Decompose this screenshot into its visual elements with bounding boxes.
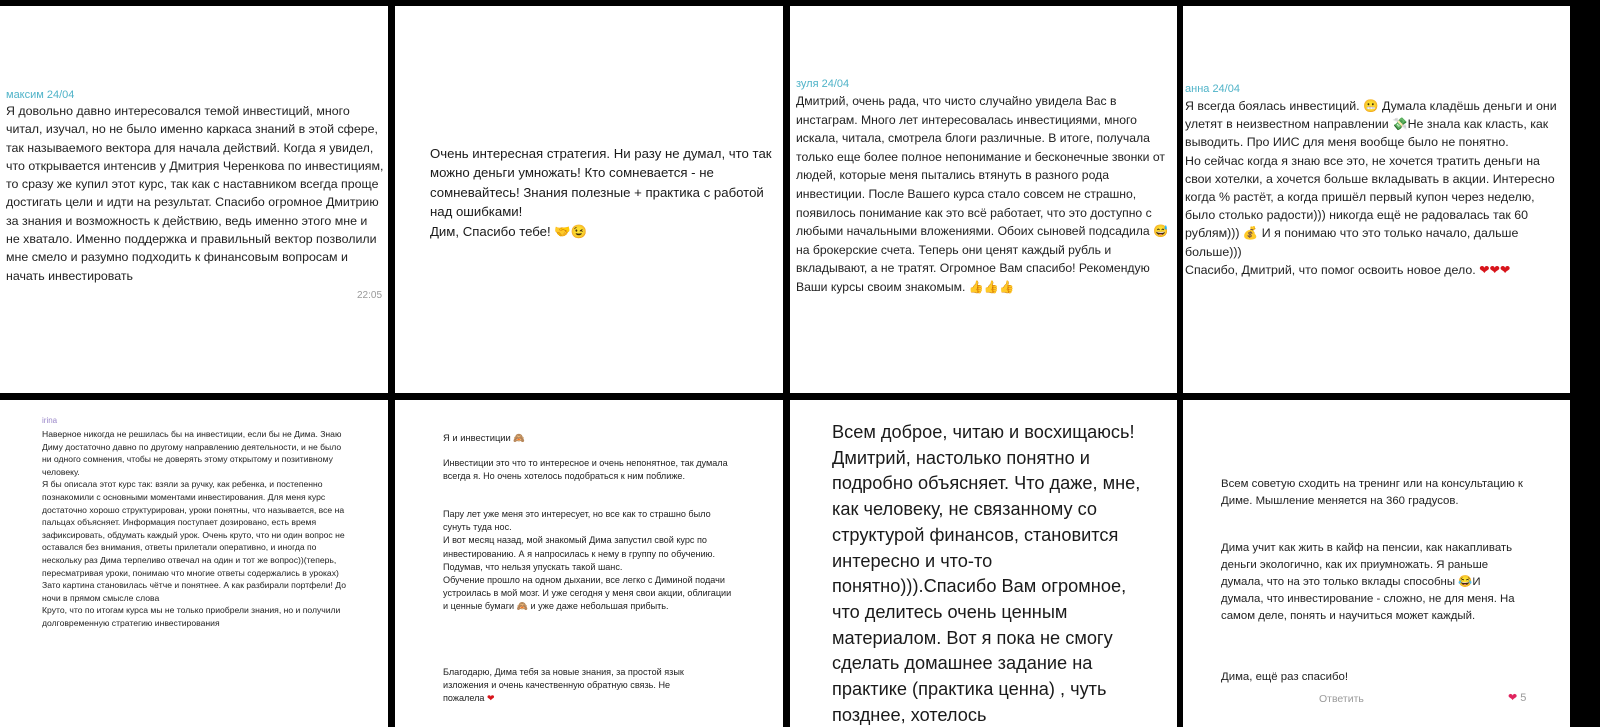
thumbs-up-emoji-icon: 👍👍👍 [968,279,1015,294]
review-card-anna [1183,6,1570,393]
review-text-part: Не знала как класть, как выводить. Про ИИС для меня вообще было не понятно. Но сейчас когда я знаю все это, не хочется тратить деньги на свои хотелки, а хочется больше вкладывать в акции. Интересно когда % растёт, а когда пришёл первый купон через неделю, было столько радости))) никогда ещё не радовалась так 60 рублям))) [1185,117,1555,241]
review-title-text: Я и инвестиции [443,432,511,443]
author-name: irina [42,416,58,425]
review-card-ya-i-investicii [395,400,783,727]
review-paragraph-3: Дима, ещё раз спасибо! [1221,671,1348,683]
review-text-part: Я всегда боялась инвестиций. [1185,99,1364,113]
review-card-trening [1183,400,1570,727]
review-card-strategy [395,6,783,393]
author-name: анна 24/04 [1185,83,1240,95]
review-text [796,92,1173,297]
review-paragraph-2 [443,508,733,614]
see-no-evil-monkey-icon: 🙈 [516,601,528,612]
review-paragraph-2 [1221,540,1521,625]
review-text-part: и уже даже небольшая прибыть. [527,601,669,612]
review-card-maksim [0,6,388,393]
message-time: 22:05 [357,290,383,301]
review-text [1185,97,1567,279]
like-count: 5 [1520,692,1527,704]
review-card-irina [0,400,388,727]
money-wings-emoji-icon: 💸 [1392,117,1408,132]
handshake-wink-emoji-icon: 🤝😉 [554,223,588,239]
review-text-part: Пару лет уже меня это интересует, но все как то страшно было сунуть туда нос. И вот месяц назад, мой знакомый Дима запустил свой курс по инвестированию. А я напросилась к нему в группу по обучению. Подумав, что нельзя упускать такой шанс. Обучение прошло на одном дыхании, все легко с Диминой подачи устроилась в мой мозг. И уже сегодня у меня свои акции, облигации и ценные бумаги [443,509,732,612]
review-text-part: Думала кладёшь деньги и они улетят в неизвестном направлении [1185,99,1557,132]
review-text-part: Дима учит как жить в кайф на пенсии, как накапливать деньги экологично, как их приумножать. Я раньше думала, что на это только вклады способны [1221,542,1513,588]
like-button[interactable] [1508,691,1526,704]
review-text-part: И я понимаю что это только начало, дальше больше))) Спасибо, Дмитрий, что помог освоить новое дело. [1185,226,1519,277]
review-text-part: И думала, что инвестирование - сложно, не для меня. На самом деле, понять и научиться может каждый. [1221,576,1515,622]
review-card-vsem-dobroe [790,400,1177,727]
review-text-part: Благодарю, Дима тебя за новые знания, за простой язык изложения и очень качественную обратную связь. Не пожалела [443,667,684,704]
see-no-evil-monkey-icon: 🙈 [513,432,526,443]
review-text [430,144,780,241]
hearts-icon: ❤❤❤ [1479,262,1511,277]
author-name: зуля 24/04 [796,78,850,90]
money-bag-emoji-icon: 💰 [1242,226,1259,241]
heart-icon: ❤ [1508,692,1518,704]
review-paragraph-1: Инвестиции это что то интересное и очень непонятное, так думала всегда я. Но очень хотелось подобраться к ним поближе. [443,458,728,482]
sweat-smile-emoji-icon: 😅 [1153,224,1169,239]
review-title [443,432,525,444]
review-paragraph-3 [443,666,713,706]
review-text-part: Дмитрий, очень рада, что чисто случайно увидела Вас в инстаграм. Много лет интересовалась инвестициями, много искала, читала, смотрела блоги различные. В итоге, получала только еще более полное непонимание и бесконечные звонки от людей, которые меня пытались втянуть в разного рода инвестиции. После Вашего курса стало совсем не страшно, появилось понимание как это всё работает, что это доступно с любыми начальными вложениями. Обоих сыновей подсадила [796,94,1165,239]
review-text: Всем доброе, читаю и восхищаюсь! Дмитрий, настолько понятно и подробно объясняет. Что даже, мне, как человеку, не связанному со структурой финансов, становится интересно и что-то понятно))).Спасибо Вам огромное, что делитесь очень ценным материалом. Вот я пока не смогу сделать домашнее задание на практике (практика ценна) , чуть позднее, хотелось [832,422,1141,725]
author-name: максим 24/04 [6,89,75,101]
grimace-emoji-icon: 😬 [1363,99,1379,113]
tears-of-joy-emoji-icon: 😂 [1458,576,1473,588]
review-paragraph-1: Всем советую сходить на тренинг или на консультацию к Диме. Мышление меняется на 360 градусов. [1221,478,1523,507]
review-card-zulya [790,6,1177,393]
reply-button[interactable]: Ответить [1319,693,1364,705]
review-text-part: на брокерские счета. Теперь они ценят каждый рубль и вкладывают, а не тратят. Огромное Вам спасибо! Рекомендую Ваши курсы своим знакомым. [796,242,1150,294]
review-text-body: Очень интересная стратегия. Ни разу не думал, что так можно деньги умножать! Кто сомневается - не сомневайтесь! Знания полезные + практика с работой над ошибками! Дим, Спасибо тебе! [430,146,772,239]
review-text: Наверное никогда не решилась бы на инвестиции, если бы не Дима. Знаю Диму достаточно давно по другому направлению деятельности, и не было ни одного сомнения, чтобы не доверять этому открытому и позитивному человеку. Я бы описала этот курс так: взяли за ручку, как ребенка, и постепенно познакомили с основными моментами инвестирования. Для меня курс достаточно хорошо структурирован, уроки понятны, что называется, все на пальцах объясняет. Информация поступает дозировано, есть время зафиксировать, обдумать каждый урок. Очень круто, что ни один вопрос не оставался без внимания, ответы прилетали оперативно, и иногда по нескольку раз Дима терпеливо отвечал на один и тот же вопрос))(теперь, пересматривая уроки, понимаю что многие ответы содержались в уроках) Зато картина становилась чётче и понятнее. А как разбирали портфели! До ночи в прямом смысле слова Круто, что по итогам курса мы не только приобрели знания, но и получили долговременную стратегию инвестирования [42,429,346,628]
review-text: Я довольно давно интересовался темой инвестиций, много читал, изучал, но не было именно каркаса знаний в этой сфере, так называемого вектора для начала действий. Когда я увидел, что открывается интенсив у Дмитрия Черенкова по инвестициям, то сразу же купил этот курс, так как с наставником всегда проще достигать цели и идти на результат. Спасибо огромное Дмитрию за знания и возможность к действию, ведь именно этого мне и не хватало. Именно поддержка и правильный вектор позволили мне смело и разумно подходить к финансовым вопросам и начать инвестировать [6,104,384,283]
heart-icon: ❤ [486,693,495,704]
